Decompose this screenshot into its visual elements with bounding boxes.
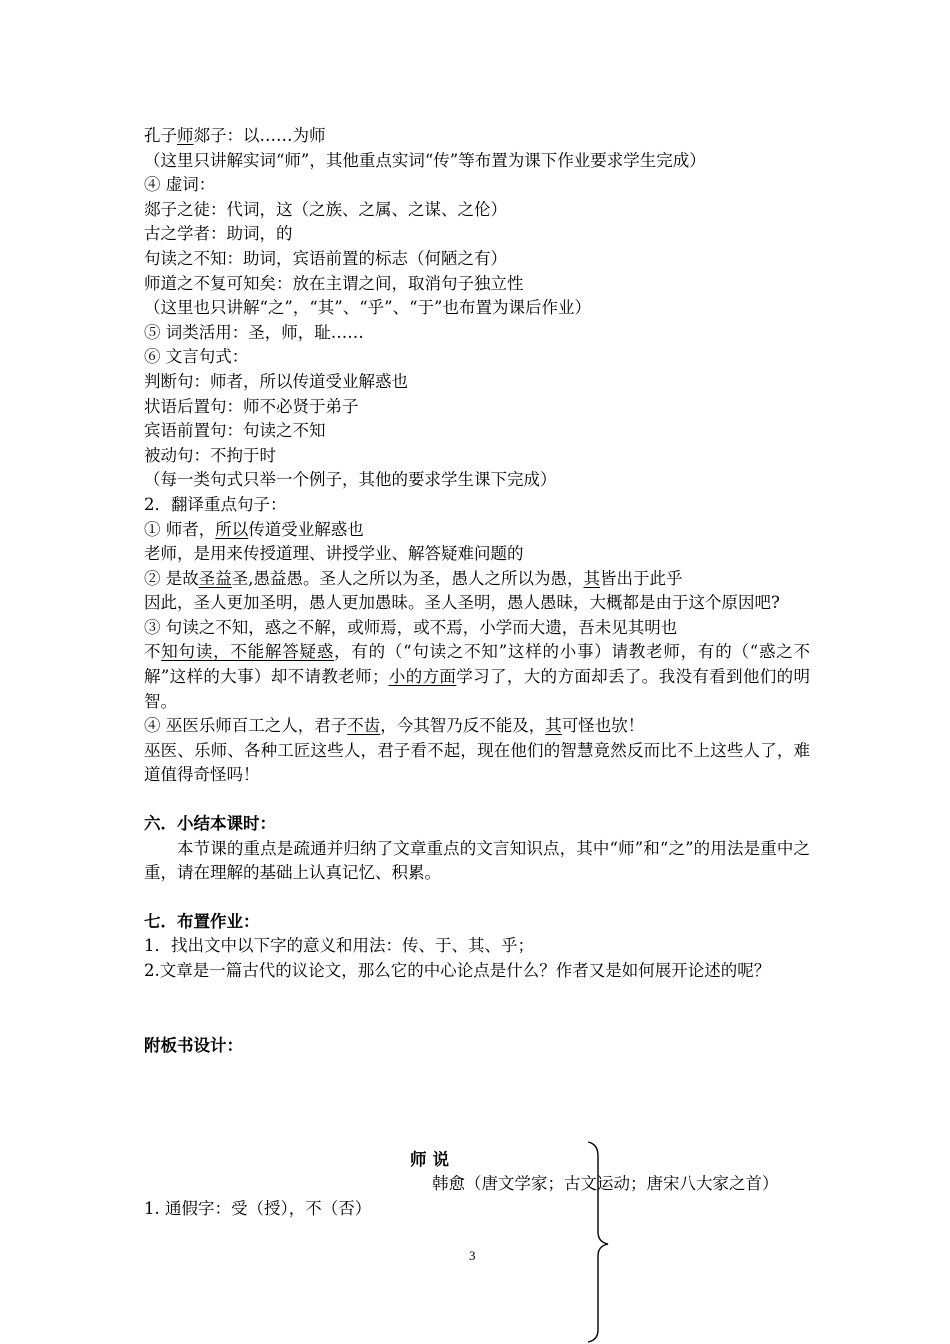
translation-line: 巫医、乐师、各种工匠这些人，君子看不起，现在他们的智慧竟然反而比不上这些人了，难道值得奇怪吗！ [144,740,810,785]
text-line: 被动句：不拘于时 [144,445,276,465]
text-line: 孔子师郯子：以……为师 [144,126,326,145]
sentence-line: ④ 巫医乐师百工之人，君子不齿，今其智乃反不能及，其可怪也欤！ [144,716,645,736]
spacer [144,886,810,910]
brace-icon [586,1140,616,1344]
spacer [144,788,810,812]
spacer [144,984,810,1034]
text-line: ④ 虚词： [144,175,216,195]
text-line: 状语后置句：师不必贤于弟子 [144,396,359,416]
board-item: 1. 通假字：受（授），不（否） [144,1199,372,1218]
board-title: 师说 [410,1150,455,1169]
underlined-word: 圣 [198,568,216,588]
text-line: （这里只讲解实词“师”，其他重点实词“传”等布置为课下作业要求学生完成） [144,150,706,170]
translation-line: 不知句读，不能解答疑惑，有的（“句读之不知”这样的小事）请教老师，有的（“惑之不解”这样的大事）却不请教老师；小的方面学习了，大的方面却丢了。我没有看到他们的明智。 [144,642,811,711]
text-line: 郯子之徒：代词，这（之族、之属、之谋、之伦） [144,199,507,219]
underlined-word: 不齿 [347,716,381,736]
text-line: 古之学者：助词，的 [144,224,293,244]
sentence-line: ① 师者，所以传道受业解惑也 [144,519,364,539]
text-line: 判断句：师者，所以传道受业解惑也 [144,371,408,391]
sentence-line: ② 是故圣益圣,愚益愚。圣人之所以为圣，愚人之所以为愚，其皆出于此乎 [144,568,683,588]
underlined-word: 所以 [215,519,249,539]
underlined-word: 其 [583,568,600,588]
text-line: （这里也只讲解“之”，“其”、“乎”、“于”也布置为课后作业） [144,298,591,318]
board-author: 韩愈（唐文学家；古文运动；唐宋八大家之首） [432,1174,779,1193]
homework-item: 1．找出文中以下字的意义和用法：传、于、其、乎； [144,936,534,956]
underlined-word: 其 [545,716,562,736]
text-line: ⑤ 词类活用：圣，师，耻…… [144,322,364,342]
text-line: ⑥ 文言句式： [144,347,249,367]
board-heading: 附板书设计： [144,1035,243,1055]
underlined-word: 益 [215,568,232,588]
summary-text: 本节课的重点是疏通并归纳了文章重点的文言知识点，其中“师”和“之”的用法是重中之重，请在理解的基础上认真记忆、积累。 [144,838,810,883]
text-line: （每一类句式只举一个例子，其他的要求学生课下完成） [144,470,557,490]
page-number: 3 [469,1248,476,1263]
text-line: 师道之不复可知矣：放在主谓之间，取消句子独立性 [144,273,524,293]
underlined-phrase: 知句读，不能解答疑惑 [161,642,335,662]
homework-item: 2.文章是一篇古代的议论文，那么它的中心论点是什么？作者又是如何展开论述的呢？ [144,961,771,980]
text-line: 句读之不知：助词，宾语前置的标志（何陋之有） [144,248,507,268]
sentence-line: ③ 句读之不知，惑之不解，或师焉，或不焉，小学而大遗，吾未见其明也 [144,617,678,637]
text-line: 2．翻译重点句子： [144,494,287,514]
underlined-phrase: 小的方面 [388,667,457,687]
translation-line: 因此，圣人更加圣明，愚人更加愚昧。圣人圣明，愚人愚昧，大概都是由于这个原因吧? [144,593,780,613]
document-body [144,124,810,1058]
translation-line: 老师，是用来传授道理、讲授学业、解答疑难问题的 [144,544,524,564]
underlined-word: 师 [177,126,194,145]
homework-heading: 七．布置作业： [144,911,260,931]
summary-heading: 六．小结本课时： [144,814,276,834]
text-line: 宾语前置句：句读之不知 [144,421,326,441]
